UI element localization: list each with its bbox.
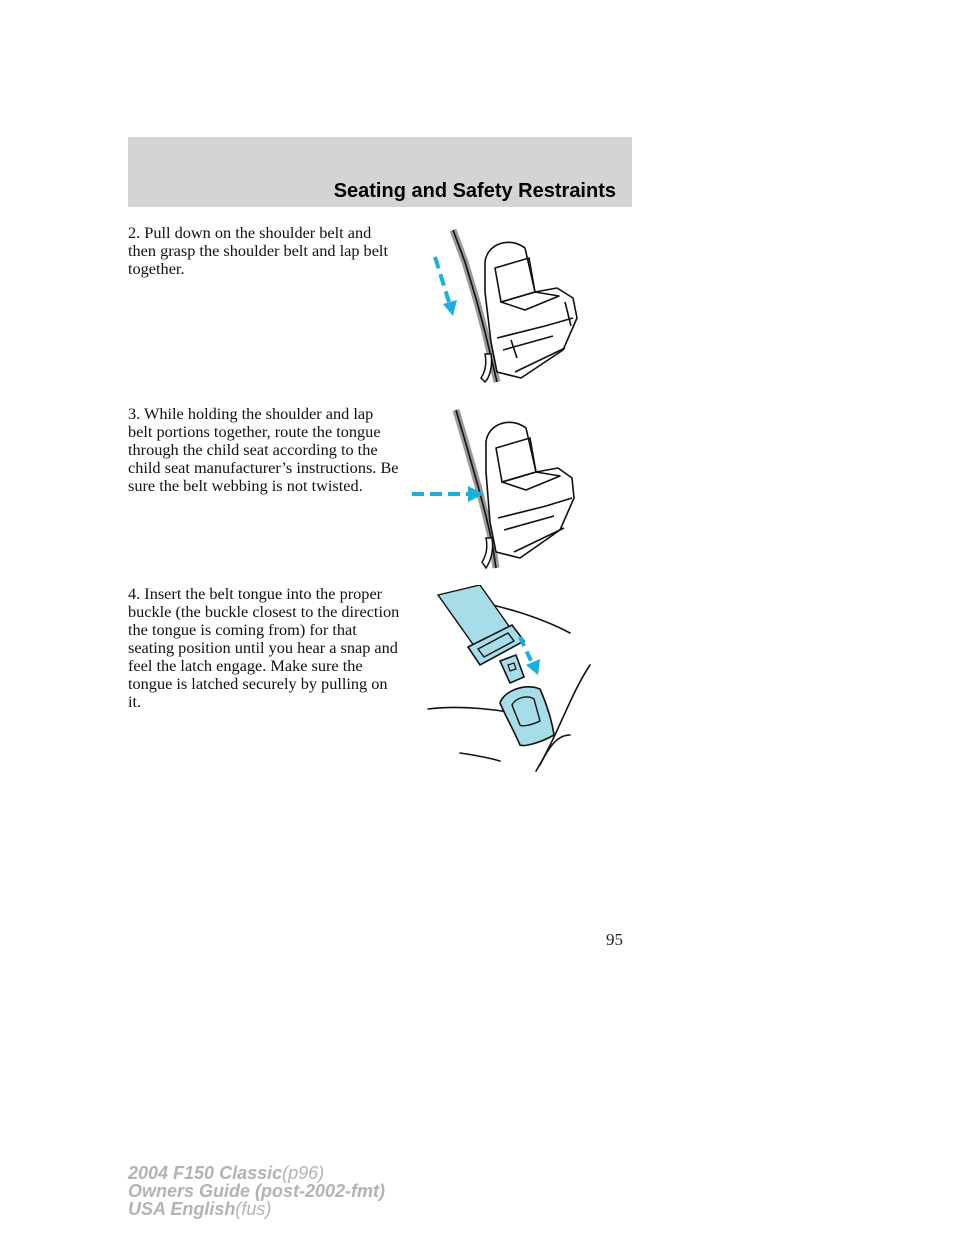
header-band [128, 137, 632, 207]
child-seat-pull-belt-illustration [425, 222, 590, 387]
page-number: 95 [606, 930, 623, 949]
document-footer [128, 1164, 385, 1218]
footer-line-3 [128, 1200, 385, 1218]
footer-line-2: Owners Guide (post-2002-fmt) [128, 1181, 386, 1201]
section-title: Seating and Safety Restraints [333, 180, 616, 202]
footer-model: 2004 F150 Classic [128, 1163, 283, 1183]
child-seat-route-tongue-illustration [410, 402, 580, 572]
step-2-text: 2. Pull down on the shoulder belt and then grasp the shoulder belt and lap belt together. [128, 223, 388, 278]
belt-tongue-buckle-illustration [420, 585, 595, 775]
step-4-text: 4. Insert the belt tongue into the proper buckle (the buckle closest to the direction the tongue is coming from) for that seating position until you hear a snap and feel the latch engage. Make sure the tongue is latched securely by pulling on it. [128, 584, 400, 711]
footer-line-1 [128, 1164, 385, 1182]
footer-page-ref: (p96) [282, 1163, 325, 1183]
step-3-text: 3. While holding the shoulder and lap belt portions together, route the tongue through the child seat according to the child seat manufacturer’s instructions. Be sure the belt webbing is not twisted. [128, 404, 399, 495]
footer-language: USA English [128, 1199, 236, 1219]
footer-language-code: (fus) [235, 1199, 272, 1219]
